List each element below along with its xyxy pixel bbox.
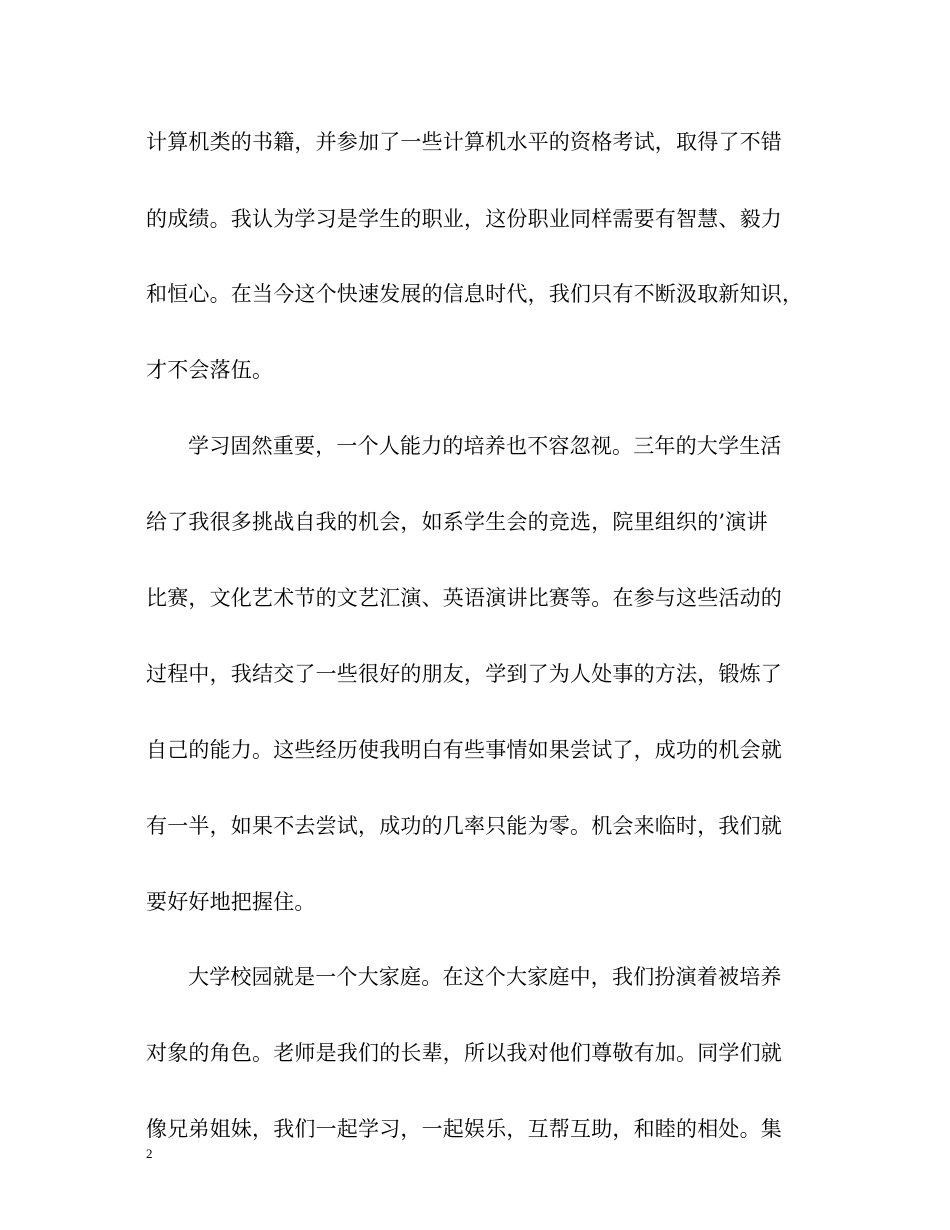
paragraph-1-line-3: 和恒心。在当今这个快速发展的信息时代，我们只有不断汲取新知识， [146,282,804,306]
paragraph-1-line-4: 才不会落伍。 [146,358,274,382]
paragraph-2-line-7: 要好好地把握住。 [146,890,316,914]
paragraph-1-line-2: 的成绩。我认为学习是学生的职业，这份职业同样需要有智慧、毅力 [146,207,782,231]
paragraph-2-line-6: 有一半，如果不去尝试，成功的几率只能为零。机会来临时，我们就 [146,814,782,838]
paragraph-3-line-3: 像兄弟姐妹，我们一起学习，一起娱乐，互帮互助，和睦的相处。集 [146,1117,782,1141]
paragraph-2-line-4: 过程中，我结交了一些很好的朋友，学到了为人处事的方法，锻炼了 [146,662,782,686]
paragraph-2-line-1: 学习固然重要，一个人能力的培养也不容忽视。三年的大学生活 [188,434,782,458]
paragraph-1-line-1: 计算机类的书籍，并参加了一些计算机水平的资格考试，取得了不错 [146,130,782,154]
paragraph-3-line-2: 对象的角色。老师是我们的长辈，所以我对他们尊敬有加。同学们就 [146,1041,782,1065]
paragraph-2-line-5: 自己的能力。这些经历使我明白有些事情如果尝试了，成功的机会就 [146,738,782,762]
paragraph-3-line-1: 大学校园就是一个大家庭。在这个大家庭中，我们扮演着被培养 [188,965,782,989]
paragraph-2-line-2: 给了我很多挑战自我的机会，如系学生会的竞选，院里组织的’演讲 [146,510,768,534]
paragraph-2-line-3: 比赛，文化艺术节的文艺汇演、英语演讲比赛等。在参与这些活动的 [146,586,782,610]
page-number: 2 [146,1146,153,1161]
